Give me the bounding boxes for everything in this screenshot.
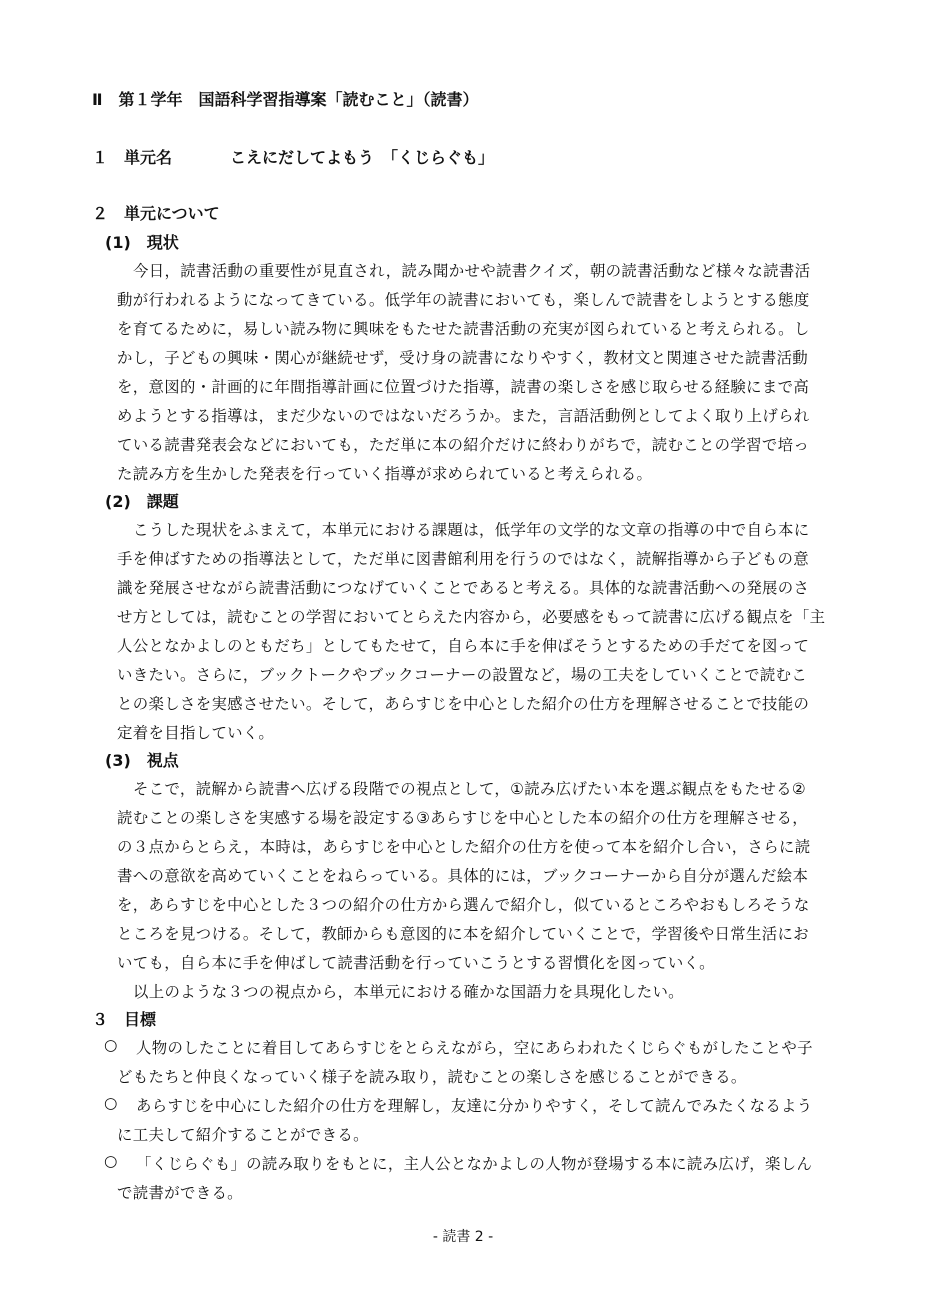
section-3-heading: ３ 目標 [92, 1010, 157, 1029]
paragraph-line: いても，自ら本に手を伸ばして読書活動を行っていこうとする習慣化を図っていく。 [117, 954, 715, 972]
page-title: Ⅱ 第１学年 国語科学習指導案「読むこと」（読書） [92, 90, 479, 109]
unit-name-value: こえにだしてよもう 「くじらぐも」 [230, 148, 495, 167]
paragraph-line: 今日，読書活動の重要性が見直され，読み聞かせや読書クイズ，朝の読書活動など様々な読書活 [133, 262, 811, 280]
paragraph-line: ところを見つける。そして，教師からも意図的に本を紹介していくことで，学習後や日常生活にお [117, 925, 809, 943]
goal-line: 人物のしたことに着目してあらすじをとらえながら，空にあらわれたくじらぐもがしたことや子 [136, 1039, 813, 1057]
goal-bullet: ○ [104, 1036, 118, 1054]
paragraph-line: 定着を目指していく。 [117, 724, 275, 742]
paragraph-line: を育てるために，易しい読み物に興味をもたせた読書活動の充実が図られていると考えられる。し [117, 320, 810, 338]
paragraph-line: せ方としては，読むことの学習においてとらえた内容から，必要感をもって読書に広げる観点を「主 [117, 608, 826, 626]
goal-bullet: ○ [104, 1152, 118, 1170]
goal-line: どもたちと仲良くなっていく様子を読み取り，読むことの楽しさを感じることができる。 [117, 1068, 747, 1086]
paragraph-line: そこで，読解から読書へ広げる段階での視点として，①読み広げたい本を選ぶ観点をもたせる② [133, 780, 807, 798]
paragraph-line: 以上のような３つの視点から，本単元における確かな国語力を具現化したい。 [133, 983, 684, 1001]
paragraph-line: 動が行われるようになってきている。低学年の読書においても，楽しんで読書をしようとする態度 [117, 291, 810, 309]
goal-line: で読書ができる。 [117, 1184, 243, 1202]
goal-line: あらすじを中心にした紹介の仕方を理解し，友達に分かりやすく，そして読んでみたくなるよう [136, 1097, 813, 1115]
section-2-3-heading: (3) 視点 [105, 751, 179, 770]
paragraph-line: を，あらすじを中心とした３つの紹介の仕方から選んで紹介し，似ているところやおもしろそうな [117, 896, 810, 914]
paragraph-line: 書への意欲を高めていくことをねらっている。具体的には，ブックコーナーから自分が選んだ絵本 [117, 867, 809, 885]
paragraph-line: を，意図的・計画的に年間指導計画に位置づけた指導，読書の楽しさを感じ取らせる経験にまで高 [117, 378, 810, 396]
paragraph-line: かし，子どもの興味・関心が継続せず，受け身の読書になりやすく，教材文と関連させた読書活動 [117, 349, 809, 367]
paragraph-line: た読み方を生かした発表を行っていく指導が求められていると考えられる。 [117, 465, 653, 483]
paragraph-line: との楽しさを実感させたい。そして，あらすじを中心とした紹介の仕方を理解させることで技能の [117, 695, 810, 713]
paragraph-line: ている読書発表会などにおいても，ただ単に本の紹介だけに終わりがちで，読むことの学習で培っ [117, 436, 810, 454]
paragraph-line: 識を発展させながら読書活動につなげていくことであると考える。具体的な読書活動への発展のさ [117, 579, 810, 597]
goal-line: 「くじらぐも」の読み取りをもとに，主人公となかよしの人物が登場する本に読み広げ，楽しん [136, 1155, 813, 1173]
paragraph-line: いきたい。さらに，ブックトークやブックコーナーの設置など，場の工夫をしていくことで読むこ [117, 666, 808, 684]
page-number: - 読書 2 - [432, 1229, 494, 1245]
section-2-1-heading: (1) 現状 [105, 233, 179, 252]
paragraph-line: 手を伸ばすための指導法として，ただ単に図書館利用を行うのではなく，読解指導から子どもの意 [117, 550, 809, 568]
paragraph-line: めようとする指導は，まだ少ないのではないだろうか。また，言語活動例としてよく取り上げられ [117, 407, 810, 425]
section-2-heading: ２ 単元について [92, 204, 220, 223]
section-2-2-heading: (2) 課題 [105, 492, 179, 511]
paragraph-line: 人公となかよしのともだち」としてもたせて，自ら本に手を伸ばそうとするための手だてを図って [117, 637, 810, 655]
paragraph-line: の３点からとらえ，本時は，あらすじを中心とした紹介の仕方を使って本を紹介し合い，さらに読 [117, 838, 811, 856]
paragraph-line: こうした現状をふまえて，本単元における課題は，低学年の文学的な文章の指導の中で自ら本に [133, 521, 810, 539]
goal-bullet: ○ [104, 1094, 118, 1112]
paragraph-line: 読むことの楽しさを実感する場を設定する③あらすじを中心とした本の紹介の仕方を理解させる， [117, 809, 808, 827]
unit-name-label: １ 単元名 [92, 148, 173, 167]
goal-line: に工夫して紹介することができる。 [117, 1126, 369, 1144]
